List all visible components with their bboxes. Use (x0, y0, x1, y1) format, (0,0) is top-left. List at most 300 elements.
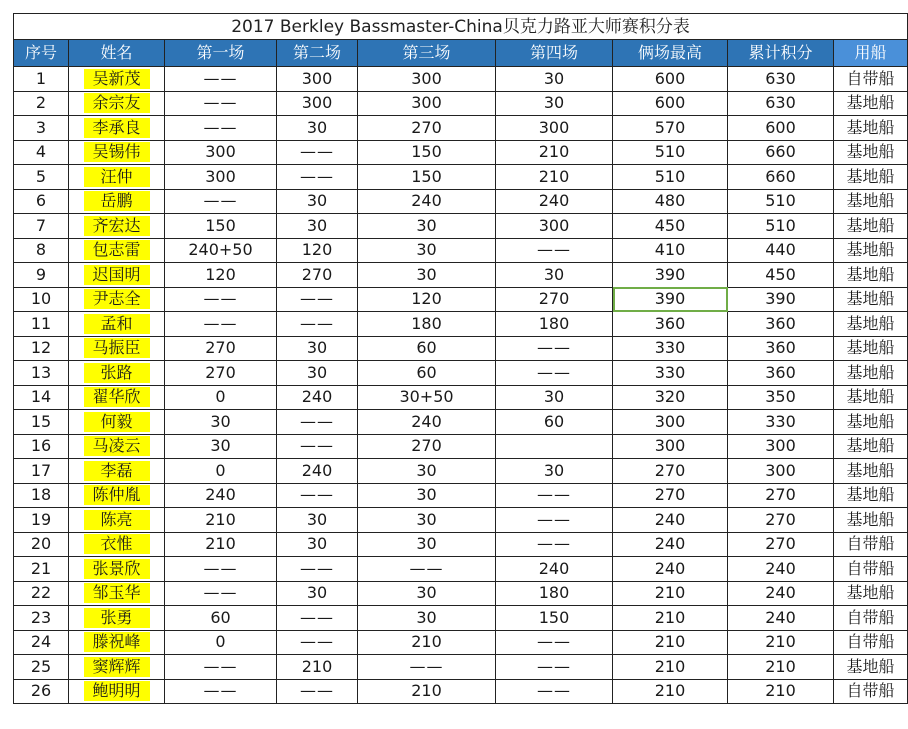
cell-boat[interactable]: 基地船 (834, 189, 908, 214)
cell-name[interactable] (69, 140, 165, 165)
table-row (14, 655, 908, 680)
column-header-name[interactable]: 姓名 (69, 40, 165, 67)
cell-boat[interactable]: 自带船 (834, 532, 908, 557)
cell-name[interactable] (69, 655, 165, 680)
cell-total[interactable]: 360 (728, 336, 834, 361)
cell-round-3[interactable]: 30 (358, 508, 496, 533)
cell-boat[interactable]: 基地船 (834, 91, 908, 116)
title-row (14, 14, 908, 40)
cell-best-two[interactable]: 360 (613, 312, 728, 337)
player-name: 李磊 (84, 461, 150, 481)
column-header-round-1[interactable]: 第一场 (165, 40, 277, 67)
cell-boat[interactable]: 基地船 (834, 655, 908, 680)
cell-round-1[interactable]: 0 (165, 459, 277, 484)
cell-total[interactable]: 660 (728, 140, 834, 165)
player-name: 鲍明明 (84, 681, 150, 701)
cell-round-1[interactable]: 120 (165, 263, 277, 288)
cell-round-4[interactable]: 180 (496, 581, 613, 606)
cell-rank[interactable]: 5 (14, 165, 69, 190)
cell-best-two[interactable]: 270 (613, 459, 728, 484)
column-header-best-two[interactable]: 俩场最高 (613, 40, 728, 67)
player-name: 衣惟 (84, 534, 150, 554)
cell-rank[interactable]: 9 (14, 263, 69, 288)
cell-round-4[interactable]: 300 (496, 116, 613, 141)
cell-total[interactable]: 270 (728, 508, 834, 533)
cell-rank[interactable]: 3 (14, 116, 69, 141)
table-row (14, 459, 908, 484)
cell-round-3[interactable]: 30 (358, 483, 496, 508)
cell-round-4[interactable]: —— (496, 238, 613, 263)
cell-boat[interactable]: 基地船 (834, 581, 908, 606)
cell-total[interactable]: 240 (728, 581, 834, 606)
cell-round-1[interactable]: —— (165, 116, 277, 141)
cell-round-2[interactable]: 270 (277, 263, 358, 288)
cell-round-4[interactable]: 30 (496, 91, 613, 116)
cell-round-4[interactable]: —— (496, 336, 613, 361)
player-name: 陈亮 (84, 510, 150, 530)
cell-round-1[interactable]: 0 (165, 385, 277, 410)
cell-best-two[interactable]: 300 (613, 434, 728, 459)
cell-round-2[interactable]: 30 (277, 581, 358, 606)
column-header-boat[interactable]: 用船 (834, 40, 908, 67)
cell-rank[interactable]: 7 (14, 214, 69, 239)
cell-round-2[interactable]: —— (277, 312, 358, 337)
cell-round-2[interactable]: —— (277, 483, 358, 508)
cell-round-4[interactable]: 210 (496, 165, 613, 190)
cell-rank[interactable]: 16 (14, 434, 69, 459)
cell-best-two[interactable]: 600 (613, 67, 728, 92)
cell-boat[interactable]: 自带船 (834, 630, 908, 655)
cell-name[interactable] (69, 336, 165, 361)
cell-rank[interactable]: 23 (14, 606, 69, 631)
cell-boat[interactable]: 基地船 (834, 336, 908, 361)
cell-best-two[interactable]: 210 (613, 679, 728, 704)
cell-name[interactable] (69, 606, 165, 631)
cell-rank[interactable]: 24 (14, 630, 69, 655)
cell-round-2[interactable]: 240 (277, 385, 358, 410)
cell-round-4[interactable]: 60 (496, 410, 613, 435)
cell-best-two[interactable]: 390 (613, 263, 728, 288)
table-row (14, 165, 908, 190)
cell-round-2[interactable]: 240 (277, 459, 358, 484)
cell-round-4[interactable]: —— (496, 630, 613, 655)
cell-total[interactable]: 390 (728, 287, 834, 312)
cell-round-3[interactable]: 240 (358, 189, 496, 214)
cell-rank[interactable]: 15 (14, 410, 69, 435)
cell-boat[interactable]: 自带船 (834, 557, 908, 582)
cell-best-two[interactable]: 210 (613, 581, 728, 606)
cell-boat[interactable]: 基地船 (834, 116, 908, 141)
player-name: 余宗友 (84, 93, 150, 113)
cell-round-4[interactable]: —— (496, 679, 613, 704)
player-name: 陈仲胤 (84, 485, 150, 505)
cell-boat[interactable]: 基地船 (834, 165, 908, 190)
cell-round-4[interactable]: 270 (496, 287, 613, 312)
cell-total[interactable]: 210 (728, 630, 834, 655)
cell-round-1[interactable]: 150 (165, 214, 277, 239)
cell-round-1[interactable]: 210 (165, 532, 277, 557)
cell-round-4[interactable]: 180 (496, 312, 613, 337)
cell-total[interactable]: 450 (728, 263, 834, 288)
player-name: 岳鹏 (84, 191, 150, 211)
cell-round-2[interactable]: 120 (277, 238, 358, 263)
cell-best-two[interactable]: 240 (613, 557, 728, 582)
cell-round-3[interactable]: 60 (358, 336, 496, 361)
cell-boat[interactable]: 基地船 (834, 434, 908, 459)
cell-rank[interactable]: 25 (14, 655, 69, 680)
cell-name[interactable] (69, 238, 165, 263)
cell-rank[interactable]: 18 (14, 483, 69, 508)
cell-best-two[interactable]: 510 (613, 140, 728, 165)
table-row (14, 508, 908, 533)
cell-round-2[interactable]: —— (277, 410, 358, 435)
cell-round-4[interactable]: 150 (496, 606, 613, 631)
cell-boat[interactable]: 基地船 (834, 140, 908, 165)
cell-total[interactable]: 360 (728, 361, 834, 386)
cell-round-2[interactable]: 300 (277, 67, 358, 92)
cell-round-1[interactable]: —— (165, 557, 277, 582)
table-row (14, 630, 908, 655)
cell-total[interactable]: 330 (728, 410, 834, 435)
cell-round-4[interactable]: 210 (496, 140, 613, 165)
cell-round-1[interactable]: 60 (165, 606, 277, 631)
cell-round-3[interactable]: 30+50 (358, 385, 496, 410)
table-row (14, 312, 908, 337)
cell-rank[interactable]: 17 (14, 459, 69, 484)
cell-rank[interactable]: 10 (14, 287, 69, 312)
cell-round-4[interactable]: 240 (496, 189, 613, 214)
cell-boat[interactable]: 基地船 (834, 410, 908, 435)
column-header-rank[interactable]: 序号 (14, 40, 69, 67)
table-row (14, 116, 908, 141)
cell-name[interactable] (69, 581, 165, 606)
cell-boat[interactable]: 基地船 (834, 263, 908, 288)
cell-round-2[interactable]: 30 (277, 189, 358, 214)
cell-name[interactable] (69, 385, 165, 410)
cell-boat[interactable]: 基地船 (834, 483, 908, 508)
cell-round-3[interactable]: 60 (358, 361, 496, 386)
cell-rank[interactable]: 6 (14, 189, 69, 214)
cell-name[interactable] (69, 483, 165, 508)
player-name: 吴锡伟 (84, 142, 150, 162)
table-body (14, 67, 908, 704)
cell-boat[interactable]: 基地船 (834, 238, 908, 263)
cell-round-4[interactable]: —— (496, 532, 613, 557)
cell-name[interactable] (69, 214, 165, 239)
player-name: 何毅 (84, 412, 150, 432)
cell-total[interactable]: 240 (728, 557, 834, 582)
cell-round-2[interactable]: —— (277, 630, 358, 655)
player-name: 翟华欣 (84, 387, 150, 407)
cell-best-two[interactable]: 320 (613, 385, 728, 410)
player-name: 滕祝峰 (84, 632, 150, 652)
cell-total[interactable]: 270 (728, 532, 834, 557)
cell-rank[interactable]: 26 (14, 679, 69, 704)
cell-name[interactable] (69, 679, 165, 704)
cell-round-3[interactable]: 270 (358, 434, 496, 459)
cell-best-two[interactable]: 330 (613, 361, 728, 386)
cell-rank[interactable]: 22 (14, 581, 69, 606)
cell-name[interactable] (69, 434, 165, 459)
cell-best-two[interactable]: 410 (613, 238, 728, 263)
cell-round-1[interactable]: 240 (165, 483, 277, 508)
table-row (14, 679, 908, 704)
cell-total[interactable]: 600 (728, 116, 834, 141)
table-row (14, 581, 908, 606)
player-name: 马凌云 (84, 436, 150, 456)
cell-round-3[interactable]: 210 (358, 630, 496, 655)
cell-round-2[interactable]: 30 (277, 508, 358, 533)
cell-round-2[interactable]: —— (277, 434, 358, 459)
player-name: 马振臣 (84, 338, 150, 358)
selected-cell[interactable]: 390 (613, 287, 728, 312)
cell-round-1[interactable]: —— (165, 679, 277, 704)
cell-round-3[interactable]: 30 (358, 606, 496, 631)
cell-best-two[interactable]: 240 (613, 532, 728, 557)
cell-name[interactable] (69, 630, 165, 655)
cell-boat[interactable]: 自带船 (834, 679, 908, 704)
cell-round-2[interactable]: 30 (277, 116, 358, 141)
cell-best-two[interactable]: 600 (613, 91, 728, 116)
cell-round-2[interactable]: 210 (277, 655, 358, 680)
cell-name[interactable] (69, 165, 165, 190)
table-row (14, 410, 908, 435)
cell-name[interactable] (69, 91, 165, 116)
cell-rank[interactable]: 1 (14, 67, 69, 92)
cell-round-4[interactable]: 30 (496, 459, 613, 484)
cell-rank[interactable]: 21 (14, 557, 69, 582)
cell-round-1[interactable]: —— (165, 287, 277, 312)
cell-rank[interactable]: 20 (14, 532, 69, 557)
cell-round-3[interactable]: 240 (358, 410, 496, 435)
cell-round-4[interactable]: —— (496, 508, 613, 533)
cell-round-3[interactable]: 300 (358, 67, 496, 92)
table-row (14, 361, 908, 386)
cell-round-2[interactable]: —— (277, 287, 358, 312)
table-row (14, 214, 908, 239)
standings-sheet (13, 13, 895, 704)
cell-round-4[interactable]: —— (496, 361, 613, 386)
cell-round-1[interactable]: —— (165, 581, 277, 606)
cell-boat[interactable]: 基地船 (834, 459, 908, 484)
cell-name[interactable] (69, 67, 165, 92)
cell-name[interactable] (69, 508, 165, 533)
cell-round-3[interactable]: 300 (358, 91, 496, 116)
cell-total[interactable]: 350 (728, 385, 834, 410)
table-row (14, 434, 908, 459)
cell-round-4[interactable]: 30 (496, 263, 613, 288)
table-row (14, 336, 908, 361)
cell-round-4[interactable]: 30 (496, 67, 613, 92)
cell-round-3[interactable]: 120 (358, 287, 496, 312)
player-name: 孟和 (84, 314, 150, 334)
cell-round-3[interactable]: 270 (358, 116, 496, 141)
cell-best-two[interactable]: 510 (613, 165, 728, 190)
header-row (14, 40, 908, 67)
table-row (14, 238, 908, 263)
cell-round-3[interactable]: —— (358, 557, 496, 582)
cell-round-4[interactable]: 240 (496, 557, 613, 582)
cell-rank[interactable]: 2 (14, 91, 69, 116)
cell-name[interactable] (69, 557, 165, 582)
table-row (14, 532, 908, 557)
cell-total[interactable]: 300 (728, 434, 834, 459)
cell-boat[interactable]: 基地船 (834, 508, 908, 533)
column-header-round-2[interactable]: 第二场 (277, 40, 358, 67)
column-header-total[interactable]: 累计积分 (728, 40, 834, 67)
cell-total[interactable]: 300 (728, 459, 834, 484)
cell-round-2[interactable]: 30 (277, 336, 358, 361)
cell-round-1[interactable]: 270 (165, 336, 277, 361)
cell-best-two[interactable]: 330 (613, 336, 728, 361)
table-row (14, 263, 908, 288)
cell-round-1[interactable]: 300 (165, 140, 277, 165)
table-row (14, 606, 908, 631)
cell-total[interactable]: 660 (728, 165, 834, 190)
player-name: 李承良 (84, 118, 150, 138)
cell-name[interactable] (69, 116, 165, 141)
cell-round-1[interactable]: —— (165, 67, 277, 92)
cell-boat[interactable]: 基地船 (834, 214, 908, 239)
player-name: 窦辉辉 (84, 657, 150, 677)
table-title[interactable]: 2017 Berkley Bassmaster-China贝克力路亚大师赛积分表 (14, 14, 908, 40)
cell-best-two[interactable]: 210 (613, 606, 728, 631)
player-name: 尹志全 (84, 289, 150, 309)
cell-rank[interactable]: 4 (14, 140, 69, 165)
cell-boat[interactable]: 基地船 (834, 385, 908, 410)
cell-best-two[interactable]: 270 (613, 483, 728, 508)
cell-round-4[interactable]: 300 (496, 214, 613, 239)
cell-round-3[interactable]: 150 (358, 165, 496, 190)
cell-boat[interactable]: 自带船 (834, 67, 908, 92)
cell-best-two[interactable]: 570 (613, 116, 728, 141)
cell-round-3[interactable]: 150 (358, 140, 496, 165)
cell-boat[interactable]: 基地船 (834, 361, 908, 386)
cell-round-3[interactable]: 30 (358, 532, 496, 557)
player-name: 齐宏达 (84, 216, 150, 236)
cell-rank[interactable]: 12 (14, 336, 69, 361)
cell-round-4[interactable]: —— (496, 483, 613, 508)
table-row (14, 287, 908, 312)
cell-round-2[interactable]: —— (277, 606, 358, 631)
cell-round-1[interactable]: 30 (165, 434, 277, 459)
cell-best-two[interactable]: 450 (613, 214, 728, 239)
player-name: 张路 (84, 363, 150, 383)
cell-round-1[interactable]: —— (165, 655, 277, 680)
table-row (14, 67, 908, 92)
cell-name[interactable] (69, 189, 165, 214)
cell-round-4[interactable]: —— (496, 655, 613, 680)
cell-round-1[interactable]: 270 (165, 361, 277, 386)
cell-round-2[interactable]: —— (277, 140, 358, 165)
cell-best-two[interactable]: 210 (613, 655, 728, 680)
cell-boat[interactable]: 基地船 (834, 312, 908, 337)
cell-total[interactable]: 270 (728, 483, 834, 508)
cell-round-2[interactable]: —— (277, 165, 358, 190)
table-row (14, 189, 908, 214)
cell-boat[interactable]: 基地船 (834, 287, 908, 312)
cell-round-1[interactable]: —— (165, 189, 277, 214)
cell-round-3[interactable]: 30 (358, 238, 496, 263)
cell-round-2[interactable]: 30 (277, 361, 358, 386)
cell-name[interactable] (69, 287, 165, 312)
table-row (14, 385, 908, 410)
column-header-round-4[interactable]: 第四场 (496, 40, 613, 67)
cell-round-3[interactable]: 30 (358, 581, 496, 606)
cell-rank[interactable]: 13 (14, 361, 69, 386)
player-name: 邹玉华 (84, 583, 150, 603)
cell-round-1[interactable]: 30 (165, 410, 277, 435)
table-row (14, 91, 908, 116)
cell-round-3[interactable]: —— (358, 655, 496, 680)
cell-total[interactable]: 630 (728, 91, 834, 116)
player-name: 迟国明 (84, 265, 150, 285)
cell-total[interactable]: 510 (728, 214, 834, 239)
cell-total[interactable]: 360 (728, 312, 834, 337)
player-name: 包志雷 (84, 240, 150, 260)
cell-round-1[interactable]: —— (165, 312, 277, 337)
cell-rank[interactable]: 8 (14, 238, 69, 263)
cell-name[interactable] (69, 263, 165, 288)
cell-round-4[interactable]: 30 (496, 385, 613, 410)
cell-name[interactable] (69, 361, 165, 386)
cell-total[interactable]: 510 (728, 189, 834, 214)
cell-best-two[interactable]: 210 (613, 630, 728, 655)
standings-table (13, 13, 908, 704)
cell-best-two[interactable]: 300 (613, 410, 728, 435)
table-row (14, 483, 908, 508)
cell-boat[interactable]: 自带船 (834, 606, 908, 631)
cell-round-1[interactable]: —— (165, 91, 277, 116)
cell-round-2[interactable]: 30 (277, 532, 358, 557)
player-name: 张勇 (84, 608, 150, 628)
cell-name[interactable] (69, 410, 165, 435)
cell-round-2[interactable]: —— (277, 557, 358, 582)
cell-round-3[interactable]: 180 (358, 312, 496, 337)
cell-round-3[interactable]: 210 (358, 679, 496, 704)
table-row (14, 557, 908, 582)
cell-round-4[interactable] (496, 434, 613, 459)
cell-name[interactable] (69, 532, 165, 557)
cell-round-1[interactable]: 0 (165, 630, 277, 655)
cell-round-3[interactable]: 30 (358, 459, 496, 484)
cell-best-two[interactable]: 240 (613, 508, 728, 533)
cell-total[interactable]: 440 (728, 238, 834, 263)
cell-round-3[interactable]: 30 (358, 263, 496, 288)
cell-round-2[interactable]: 300 (277, 91, 358, 116)
cell-total[interactable]: 210 (728, 679, 834, 704)
cell-total[interactable]: 210 (728, 655, 834, 680)
player-name: 张景欣 (84, 559, 150, 579)
cell-total[interactable]: 630 (728, 67, 834, 92)
cell-rank[interactable]: 11 (14, 312, 69, 337)
cell-name[interactable] (69, 312, 165, 337)
cell-round-2[interactable]: —— (277, 679, 358, 704)
cell-round-1[interactable]: 240+50 (165, 238, 277, 263)
cell-round-1[interactable]: 210 (165, 508, 277, 533)
cell-name[interactable] (69, 459, 165, 484)
cell-rank[interactable]: 19 (14, 508, 69, 533)
cell-round-2[interactable]: 30 (277, 214, 358, 239)
cell-rank[interactable]: 14 (14, 385, 69, 410)
cell-total[interactable]: 240 (728, 606, 834, 631)
column-header-round-3[interactable]: 第三场 (358, 40, 496, 67)
cell-round-3[interactable]: 30 (358, 214, 496, 239)
cell-round-1[interactable]: 300 (165, 165, 277, 190)
cell-best-two[interactable]: 480 (613, 189, 728, 214)
player-name: 吴新茂 (84, 69, 150, 89)
table-row (14, 140, 908, 165)
